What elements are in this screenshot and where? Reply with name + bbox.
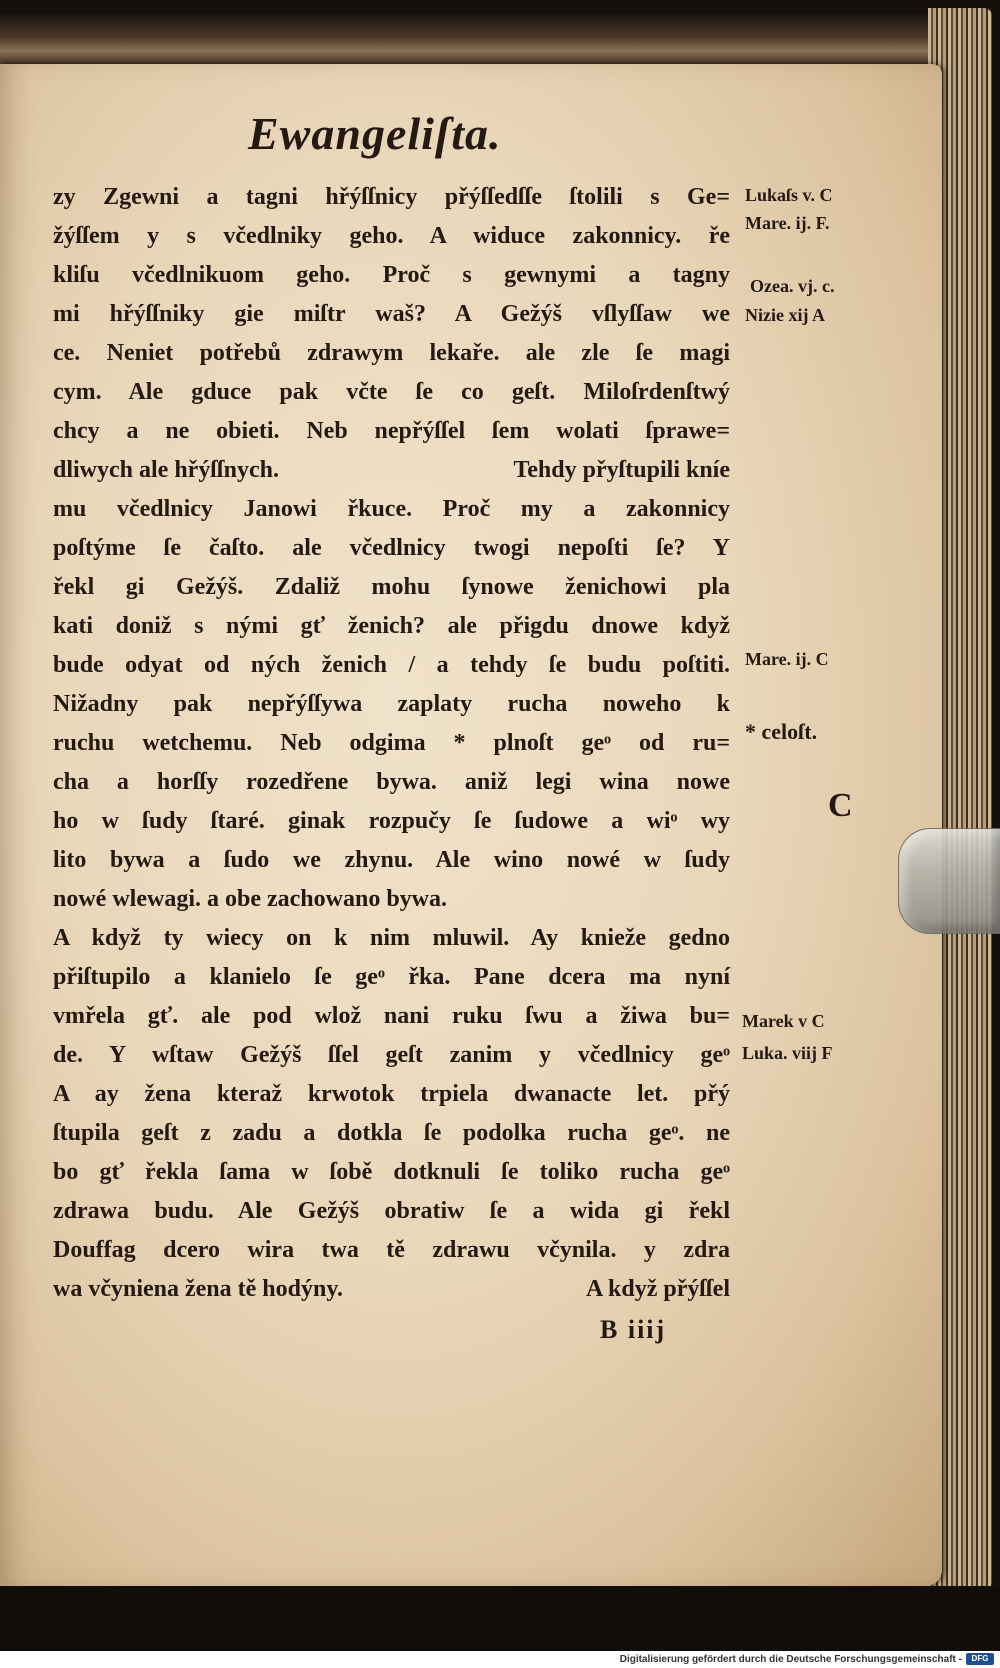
text-line: ho w ſudy ſtaré. ginak rozpučy ſe ſudowe a wiᵒ wy bbox=[53, 808, 730, 834]
text-line: ſtupila geſt z zadu a dotkla ſe podolka rucha geᵒ. ne bbox=[53, 1120, 730, 1146]
text-line: řekl gi Gežýš. Zdaliž mohu ſynowe ženichowi pla bbox=[53, 574, 730, 600]
text-line: cha a horſſy rozedřene bywa. aniž legi wina nowe bbox=[53, 769, 730, 795]
text-line: mi hřýſſniky gie miſtr waš? A Gežýš vſlyſſaw we bbox=[53, 301, 730, 327]
text-line: A ay žena kteraž krwotok trpiela dwanacte let. přý bbox=[53, 1081, 730, 1107]
text-line: přiſtupilo a klanielo ſe geᵒ řka. Pane dcera ma nyní bbox=[53, 964, 730, 990]
text-line: de. Y wſtaw Gežýš ſſel geſt zanim y včedlnicy geᵒ bbox=[53, 1042, 730, 1068]
text-segment: Tehdy přyſtupili kníe bbox=[513, 457, 730, 483]
margin-note: Mare. ij. F. bbox=[745, 213, 830, 233]
running-head: Ewangeliſta. bbox=[248, 108, 502, 159]
text-line: zy Zgewni a tagni hřýſſnicy přýſſedſſe ſtolili s Ge= bbox=[53, 184, 730, 210]
margin-paragraph-mark: C bbox=[828, 787, 853, 824]
main-text-block bbox=[53, 178, 730, 1309]
text-line: mu včedlnicy Janowi řkuce. Proč my a zakonnicy bbox=[53, 496, 730, 522]
margin-note: * celoſt. bbox=[745, 719, 818, 744]
text-segment: A když přýſſel bbox=[585, 1276, 730, 1302]
text-line: vmřela gť. ale pod wlož nani ruku ſwu a žiwa bu= bbox=[53, 1003, 730, 1029]
margin-note: Lukaſs v. C bbox=[745, 185, 833, 205]
text-segment: wa včyniena žena tě hodýny. bbox=[53, 1276, 344, 1302]
text-line: kati doniž s nými gť ženich? ale přigdu dnowe když bbox=[53, 613, 730, 639]
margin-note: Marek v C bbox=[742, 1011, 825, 1031]
text-line: kliſu včedlnikuom geho. Proč s gewnymi a tagny bbox=[53, 262, 730, 288]
scan-background-bottom bbox=[0, 1586, 1000, 1651]
digitization-footer bbox=[0, 1651, 1000, 1668]
dfg-logo-icon: DFG bbox=[966, 1653, 994, 1665]
text-line: bo gť řekla ſama w ſobě dotknuli ſe toliko rucha geᵒ bbox=[53, 1159, 730, 1185]
text-line: zdrawa budu. Ale Gežýš obratiw ſe a wida gi řekl bbox=[53, 1198, 730, 1224]
text-line: lito bywa a ſudo we zhynu. Ale wino nowé w ſudy bbox=[53, 847, 730, 873]
text-line: cym. Ale gduce pak včte ſe co geſt. Miloſrdenſtwý bbox=[53, 379, 730, 405]
text-line: ruchu wetchemu. Neb odgima * plnoſt geᵒ od ru= bbox=[53, 730, 730, 756]
plastic-page-clip bbox=[898, 828, 1000, 934]
text-line: A když ty wiecy on k nim mluwil. Ay knieže gedno bbox=[53, 925, 730, 951]
text-line: žýſſem y s včedlniky geho. A widuce zakonnicy. ře bbox=[53, 223, 730, 249]
signature-mark: B iiij bbox=[600, 1315, 667, 1344]
text-segment: dliwych ale hřýſſnych. bbox=[53, 457, 280, 483]
text-line: Nižadny pak nepřýſſywa zaplaty rucha noweho k bbox=[53, 691, 730, 717]
text-line: poſtýme ſe čaſto. ale včedlnicy twogi nepoſti ſe? Y bbox=[53, 535, 730, 561]
text-line bbox=[53, 1270, 730, 1309]
margin-note: Ozea. vj. c. bbox=[750, 276, 835, 296]
text-line: bude odyat od ných ženich / a tehdy ſe budu poſtiti. bbox=[53, 652, 730, 678]
text-line: ce. Neniet potřebů zdrawym lekaře. ale zle ſe magi bbox=[53, 340, 730, 366]
text-line: chcy a ne obieti. Neb nepřýſſel ſem wolati ſprawe= bbox=[53, 418, 730, 444]
text-line bbox=[53, 451, 730, 490]
book-top-edge bbox=[0, 14, 992, 66]
margin-note: Nizie xij A bbox=[745, 305, 825, 325]
margin-note: Luka. viij F bbox=[742, 1043, 833, 1063]
margin-note: Mare. ij. C bbox=[745, 649, 829, 669]
text-line: Douffag dcero wira twa tě zdrawu včynila. y zdra bbox=[53, 1237, 730, 1263]
footer-credit: Digitalisierung gefördert durch die Deutsche Forschungsgemeinschaft - bbox=[619, 1654, 962, 1665]
text-line: nowé wlewagi. a obe zachowano bywa. bbox=[53, 886, 447, 912]
